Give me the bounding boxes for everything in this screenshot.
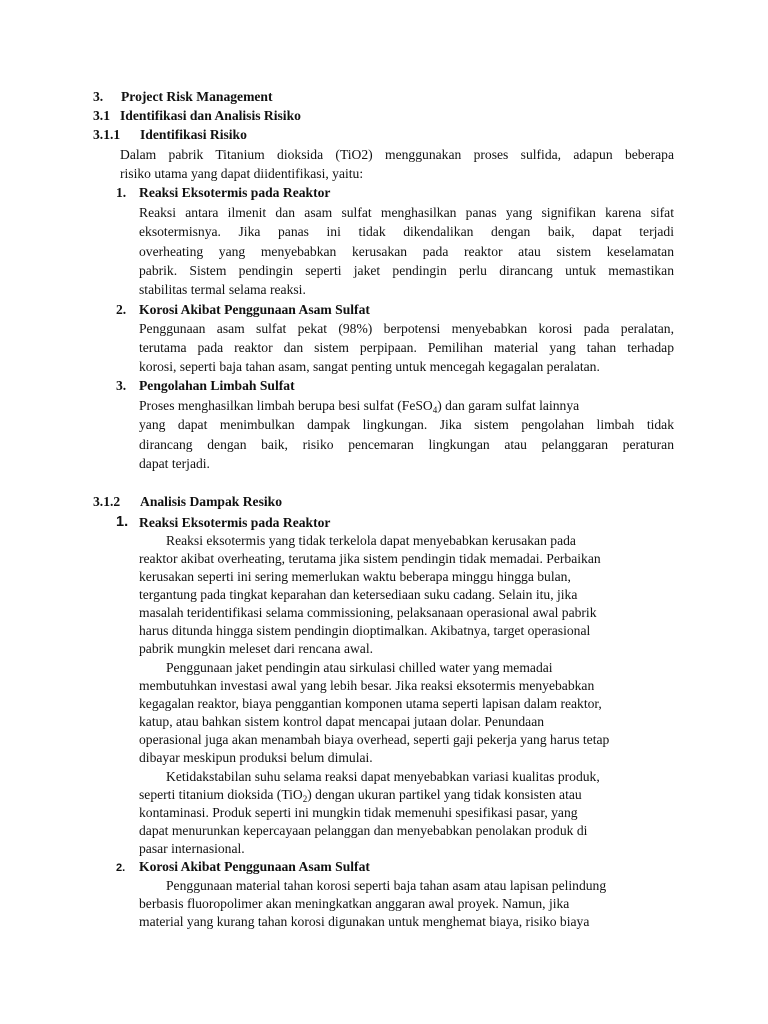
subsubsection-title: Analisis Dampak Resiko: [140, 494, 283, 509]
list-number: 1.: [116, 514, 129, 530]
paragraph-line: katup, atau bahkan sistem kontrol dapat mencapai jutaan dolar. Penundaan: [139, 714, 545, 729]
list-item-title: Korosi Akibat Penggunaan Asam Sulfat: [139, 859, 370, 874]
text-fragment: Proses menghasilkan limbah berupa besi sulfat (FeSO: [139, 398, 433, 413]
paragraph-line: Penggunaan material tahan korosi seperti baja tahan asam atau lapisan pelindung: [166, 878, 607, 893]
paragraph-line: kegagalan reaktor, biaya penggantian komponen utama seperti lapisan dalam reaktor,: [139, 696, 602, 711]
paragraph-line: eksotermisnya. Jika panas ini tidak dikendalikan dengan baik, dapat terjadi: [139, 224, 674, 239]
list-number: 2.: [116, 302, 127, 317]
subsubsection-number: 3.1.1: [93, 127, 121, 142]
paragraph-line: dirancang dengan baik, risiko pencemaran lingkungan atau pelanggaran peraturan: [139, 437, 674, 452]
paragraph-line: berbasis fluoropolimer akan meningkatkan anggaran awal proyek. Namun, jika: [139, 896, 570, 911]
subscript: 4: [432, 405, 438, 415]
paragraph-line: kontaminasi. Produk seperti ini mungkin tidak memenuhi spesifikasi pasar, yang: [139, 805, 578, 820]
list-item-title: Pengolahan Limbah Sulfat: [139, 378, 295, 393]
paragraph-line: Penggunaan asam sulfat pekat (98%) berpotensi menyebabkan korosi pada peralatan,: [139, 321, 674, 336]
paragraph-line: pasar internasional.: [139, 841, 245, 856]
paragraph-line: overheating yang menyebabkan kerusakan pada reaktor atau sistem keselamatan: [139, 244, 674, 259]
paragraph-line: membutuhkan investasi awal yang lebih besar. Jika reaksi eksotermis menyebabkan: [139, 678, 595, 693]
paragraph-line: korosi, seperti baja tahan asam, sangat penting untuk mencegah kegagalan peralatan.: [139, 359, 600, 374]
list-number: 1.: [116, 185, 127, 200]
paragraph-line: dapat terjadi.: [139, 456, 210, 471]
subsubsection-title: Identifikasi Risiko: [140, 127, 247, 142]
paragraph-line: stabilitas termal selama reaksi.: [139, 282, 306, 297]
list-item-title: Korosi Akibat Penggunaan Asam Sulfat: [139, 302, 370, 317]
paragraph-line: reaktor akibat overheating, terutama jika sistem pendingin tidak memadai. Perbaikan: [139, 551, 601, 566]
list-number: 3.: [116, 378, 127, 393]
intro-line: Dalam pabrik Titanium dioksida (TiO2) menggunakan proses sulfida, adapun beberapa: [120, 147, 674, 162]
paragraph-line: pabrik mungkin meleset dari rencana awal.: [139, 641, 374, 656]
subsection-number: 3.1: [93, 108, 110, 123]
paragraph-line: dibayar meskipun produksi belum dimulai.: [139, 750, 373, 765]
text-fragment: ) dengan ukuran partikel yang tidak konsisten atau: [307, 787, 582, 802]
paragraph-line: terutama pada reaktor dan sistem perpipaan. Pemilihan material yang tahan terhadap: [139, 340, 674, 355]
text-fragment: ) dan garam sulfat lainnya: [437, 398, 580, 413]
subsubsection-number: 3.1.2: [93, 494, 121, 509]
paragraph-line: yang dapat menimbulkan dampak lingkungan. Jika sistem pengolahan limbah tidak: [139, 417, 674, 432]
paragraph-line: dapat menurunkan kepercayaan pelanggan dan menyebabkan penolakan produk di: [139, 823, 588, 838]
intro-line: risiko utama yang dapat diidentifikasi, yaitu:: [120, 166, 364, 181]
paragraph-line: harus ditunda hingga sistem pendingin dioptimalkan. Akibatnya, target operasional: [139, 623, 591, 638]
list-item-title: Reaksi Eksotermis pada Reaktor: [139, 185, 331, 200]
text-fragment: seperti titanium dioksida (TiO: [139, 787, 303, 802]
paragraph-line: Penggunaan jaket pendingin atau sirkulasi chilled water yang memadai: [166, 660, 553, 675]
paragraph-line: masalah teridentifikasi selama commissioning, pelaksanaan operasional awal pabrik: [139, 605, 597, 620]
section-number: 3.: [93, 89, 104, 104]
paragraph-line: Reaksi eksotermis yang tidak terkelola dapat menyebabkan kerusakan pada: [166, 533, 576, 548]
subsection-title: Identifikasi dan Analisis Risiko: [120, 108, 301, 123]
paragraph-line: material yang kurang tahan korosi digunakan untuk menghemat biaya, risiko biaya: [139, 914, 590, 929]
section-title: Project Risk Management: [121, 89, 273, 104]
list-item-title: Reaksi Eksotermis pada Reaktor: [139, 515, 331, 530]
subscript: 2: [302, 794, 308, 804]
paragraph-line: Reaksi antara ilmenit dan asam sulfat menghasilkan panas yang signifikan karena sifat: [139, 205, 674, 220]
paragraph-line: kerusakan seperti ini sering memerlukan waktu beberapa minggu hingga bulan,: [139, 569, 571, 584]
paragraph-line: operasional juga akan menambah biaya overhead, seperti gaji pekerja yang harus tetap: [139, 732, 610, 747]
paragraph-line: pabrik. Sistem pendingin seperti jaket pendingin perlu dirancang untuk memastikan: [139, 263, 674, 278]
list-number: 2.: [116, 862, 126, 874]
paragraph-line: Ketidakstabilan suhu selama reaksi dapat menyebabkan variasi kualitas produk,: [166, 769, 600, 784]
paragraph-line: tergantung pada tingkat keparahan dan ketersediaan suku cadang. Selain itu, jika: [139, 587, 578, 602]
